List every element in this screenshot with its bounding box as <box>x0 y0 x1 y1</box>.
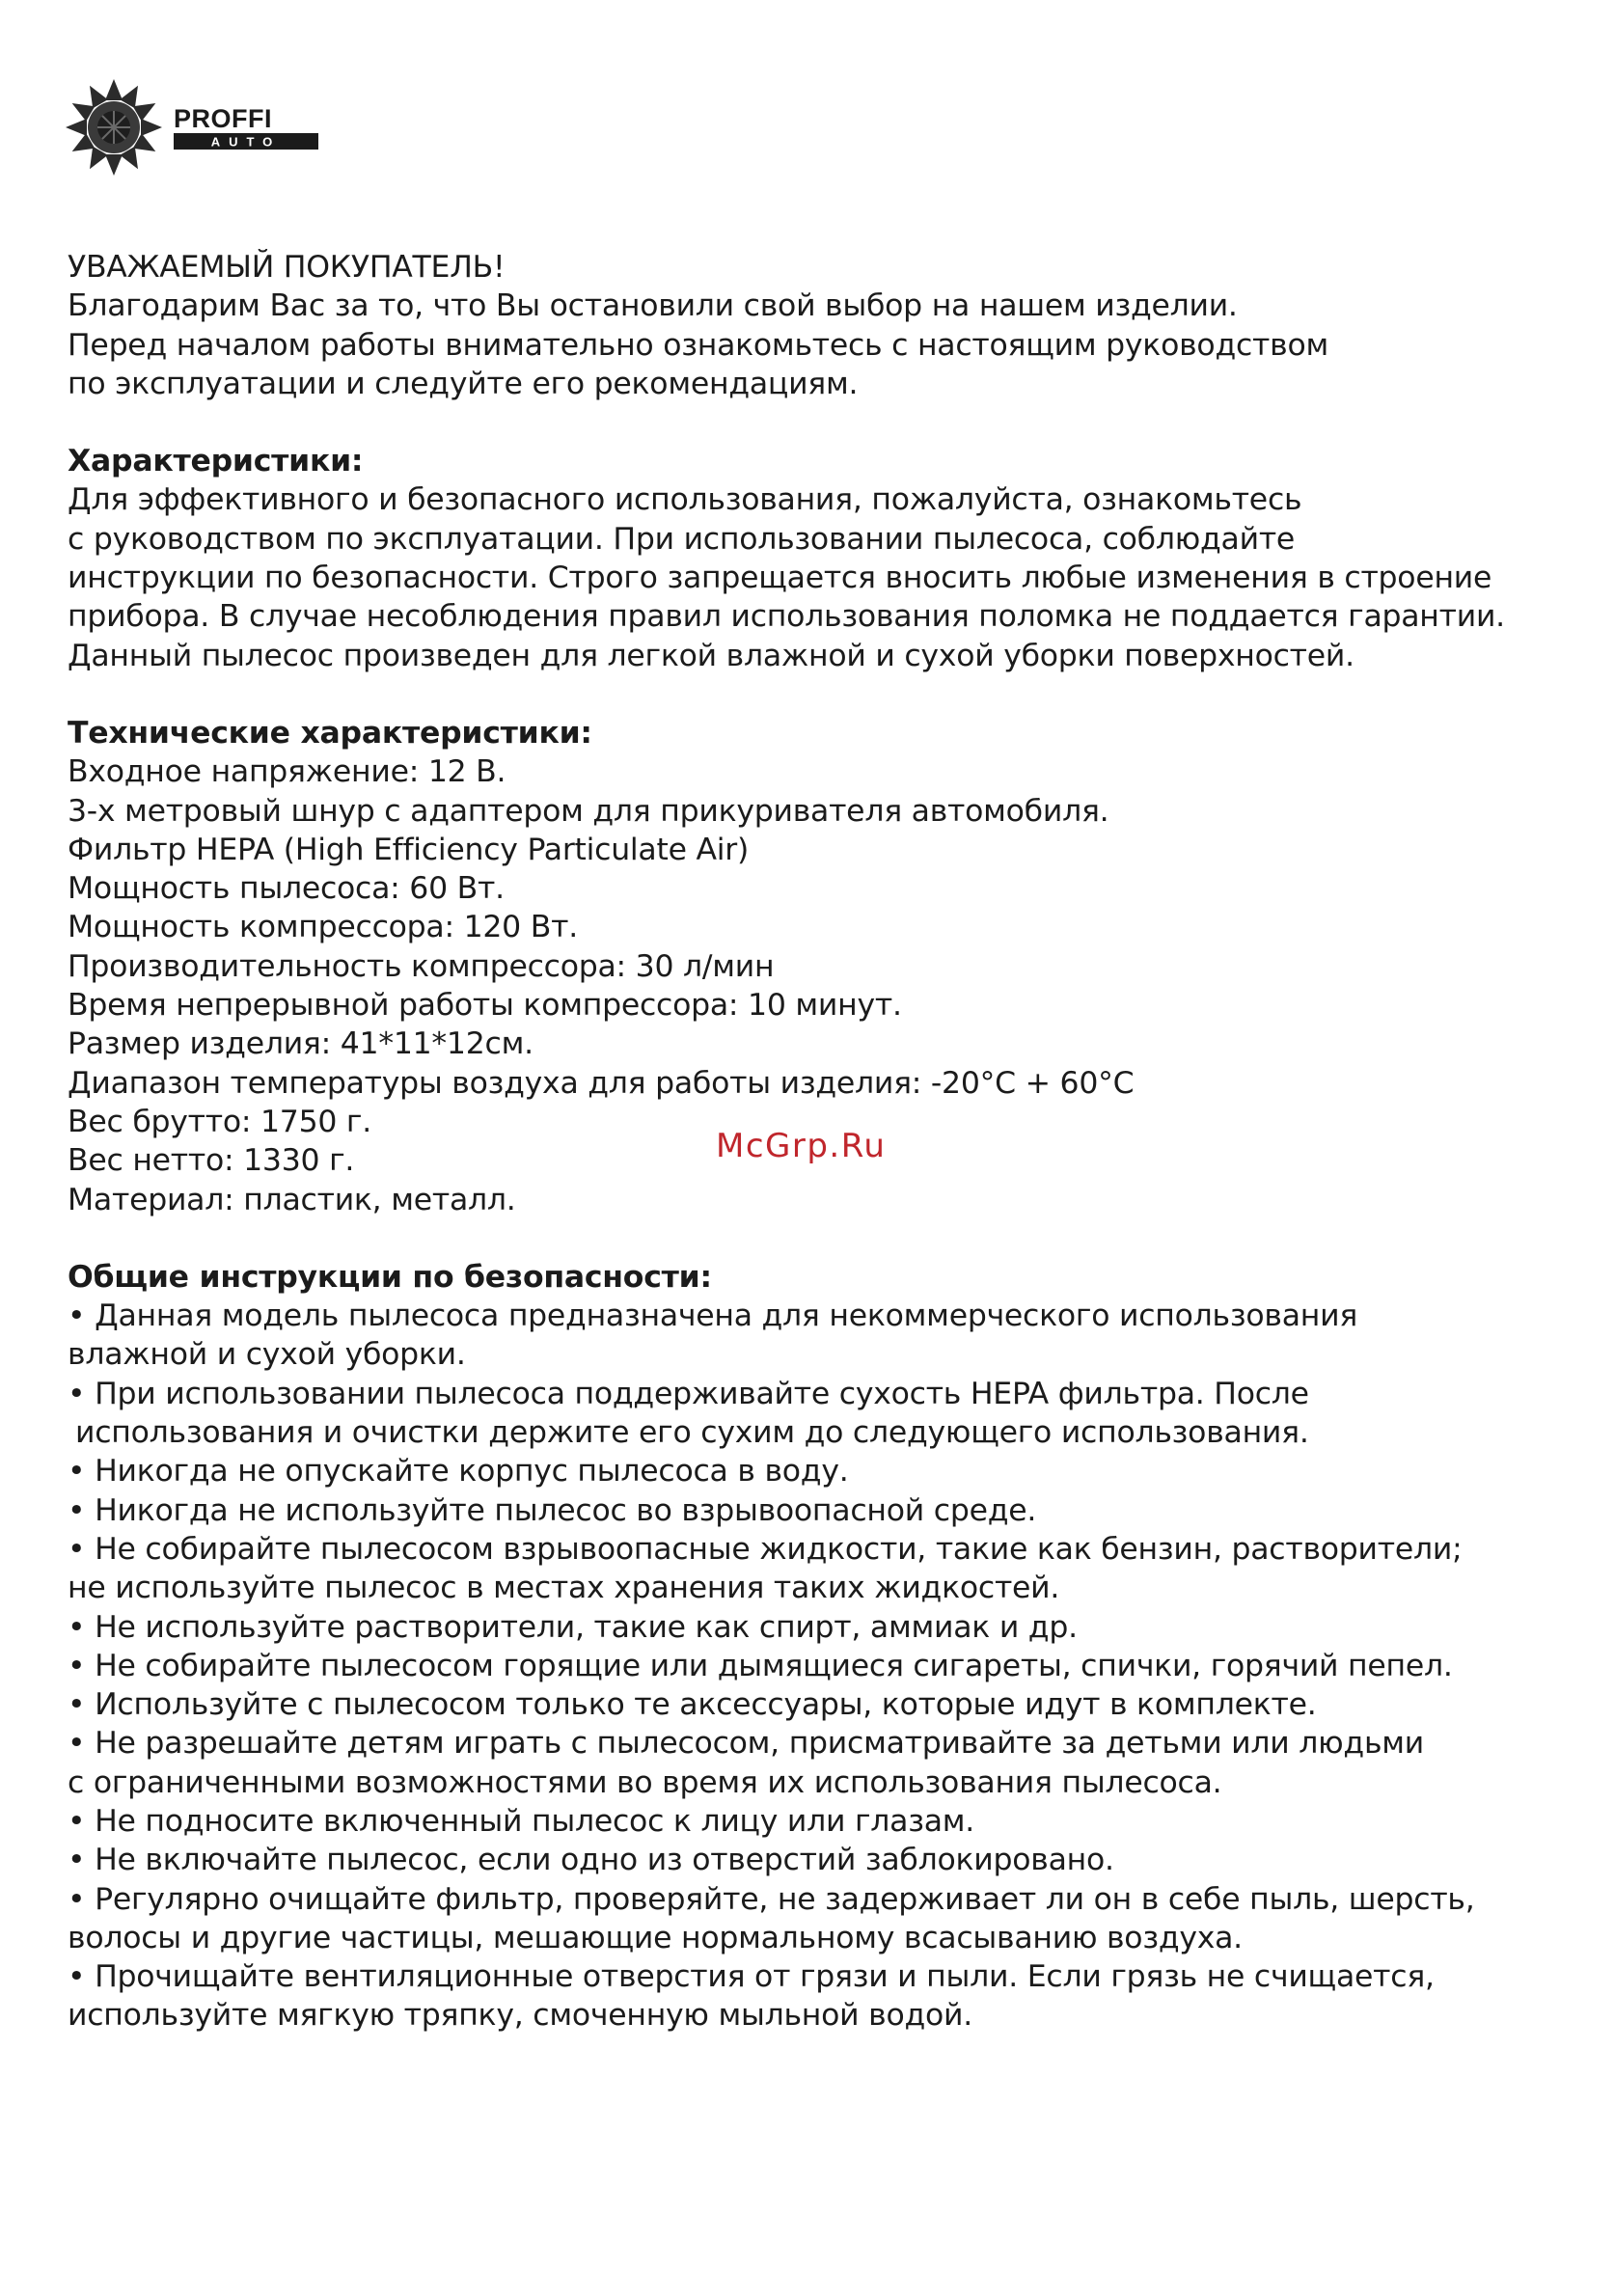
spec-line: Вес брутто: 1750 г. <box>68 1104 371 1139</box>
logo-brand: PROFFI <box>174 104 272 133</box>
paragraph-line: Перед началом работы внимательно ознакомьтесь с настоящим руководством <box>68 327 1328 363</box>
paragraph-line: по эксплуатации и следуйте его рекомендациям. <box>68 366 859 401</box>
spec-line: Производительность компрессора: 30 л/мин <box>68 948 775 984</box>
safety-line: • Никогда не опускайте корпус пылесоса в воду. <box>68 1454 849 1490</box>
section-heading: Общие инструкции по безопасности: <box>68 1259 712 1295</box>
safety-line: используйте мягкую тряпку, смоченную мыльной водой. <box>68 1998 973 2034</box>
safety-line: • Используйте с пылесосом только те аксессуары, которые идут в комплекте. <box>68 1687 1317 1723</box>
safety-line: • Не используйте растворители, такие как спирт, аммиак и др. <box>68 1609 1078 1645</box>
spec-line: Время непрерывной работы компрессора: 10 минут. <box>68 988 902 1024</box>
safety-line: • Прочищайте вентиляционные отверстия от грязи и пыли. Если грязь не счищается, <box>68 1959 1435 1995</box>
safety-line: • Не собирайте пылесосом взрывоопасные жидкости, такие как бензин, растворители; <box>68 1531 1463 1567</box>
watermark: McGrp.Ru <box>716 1127 887 1165</box>
safety-line: волосы и другие частицы, мешающие нормальному всасыванию воздуха. <box>68 1920 1243 1955</box>
safety-line: • Не включайте пылесос, если одно из отверстий заблокировано. <box>68 1843 1114 1878</box>
safety-section <box>68 1258 1573 2036</box>
greeting-section <box>68 248 1573 403</box>
spec-line: Размер изделия: 41*11*12см. <box>68 1026 533 1062</box>
safety-line: • Не разрешайте детям играть с пылесосом, присматривайте за детьми или людьми <box>68 1726 1425 1762</box>
paragraph-line: Для эффективного и безопасного использования, пожалуйста, ознакомьтесь <box>68 482 1302 518</box>
safety-line: • При использовании пылесоса поддерживайте сухость HEPA фильтра. После <box>68 1376 1309 1411</box>
spec-line: Диапазон температуры воздуха для работы изделия: -20°С + 60°С <box>68 1065 1135 1101</box>
section-heading: Технические характеристики: <box>68 715 592 751</box>
safety-line: • Данная модель пылесоса предназначена для некоммерческого использования <box>68 1298 1358 1334</box>
safety-line: • Никогда не используйте пылесос во взрывоопасной среде. <box>68 1492 1037 1528</box>
safety-line: • Регулярно очищайте фильтр, проверяйте, не задерживает ли он в себе пыль, шерсть, <box>68 1881 1475 1917</box>
spec-line: Мощность пылесоса: 60 Вт. <box>68 871 505 907</box>
paragraph-line: с руководством по эксплуатации. При использовании пылесоса, соблюдайте <box>68 521 1296 557</box>
paragraph-line: Благодарим Вас за то, что Вы остановили свой выбор на нашем изделии. <box>68 288 1238 324</box>
spec-line: Мощность компрессора: 120 Вт. <box>68 910 578 945</box>
spec-line: 3-х метровый шнур с адаптером для прикуривателя автомобиля. <box>68 793 1109 829</box>
paragraph-line: прибора. В случае несоблюдения правил использования поломка не поддается гарантии. <box>68 599 1505 635</box>
spec-line: Входное напряжение: 12 В. <box>68 754 506 790</box>
logo-sub: AUTO <box>210 134 282 150</box>
safety-line: не используйте пылесос в местах хранения таких жидкостей. <box>68 1571 1060 1606</box>
spec-line: Вес нетто: 1330 г. <box>68 1143 355 1179</box>
greeting-title: УВАЖАЕМЫЙ ПОКУПАТЕЛЬ! <box>68 250 506 285</box>
safety-line: использования и очистки держите его сухим до следующего использования. <box>75 1415 1309 1451</box>
paragraph-line: Данный пылесос произведен для легкой влажной и сухой уборки поверхностей. <box>68 638 1354 673</box>
characteristics-section <box>68 442 1573 675</box>
safety-line: • Не подносите включенный пылесос к лицу или глазам. <box>68 1803 975 1839</box>
spec-line: Материал: пластик, металл. <box>68 1182 516 1217</box>
safety-line: с ограниченными возможностями во время их использования пылесоса. <box>68 1764 1222 1800</box>
safety-line: влажной и сухой уборки. <box>68 1337 466 1373</box>
spec-line: Фильтр HEPA (High Efficiency Particulate Air) <box>68 832 750 867</box>
paragraph-line: инструкции по безопасности. Строго запрещается вносить любые изменения в строение <box>68 560 1492 596</box>
safety-line: • Не собирайте пылесосом горящие или дымящиеся сигареты, спички, горячий пепел. <box>68 1648 1453 1683</box>
section-heading: Характеристики: <box>68 444 364 479</box>
proffi-auto-logo <box>64 77 324 183</box>
